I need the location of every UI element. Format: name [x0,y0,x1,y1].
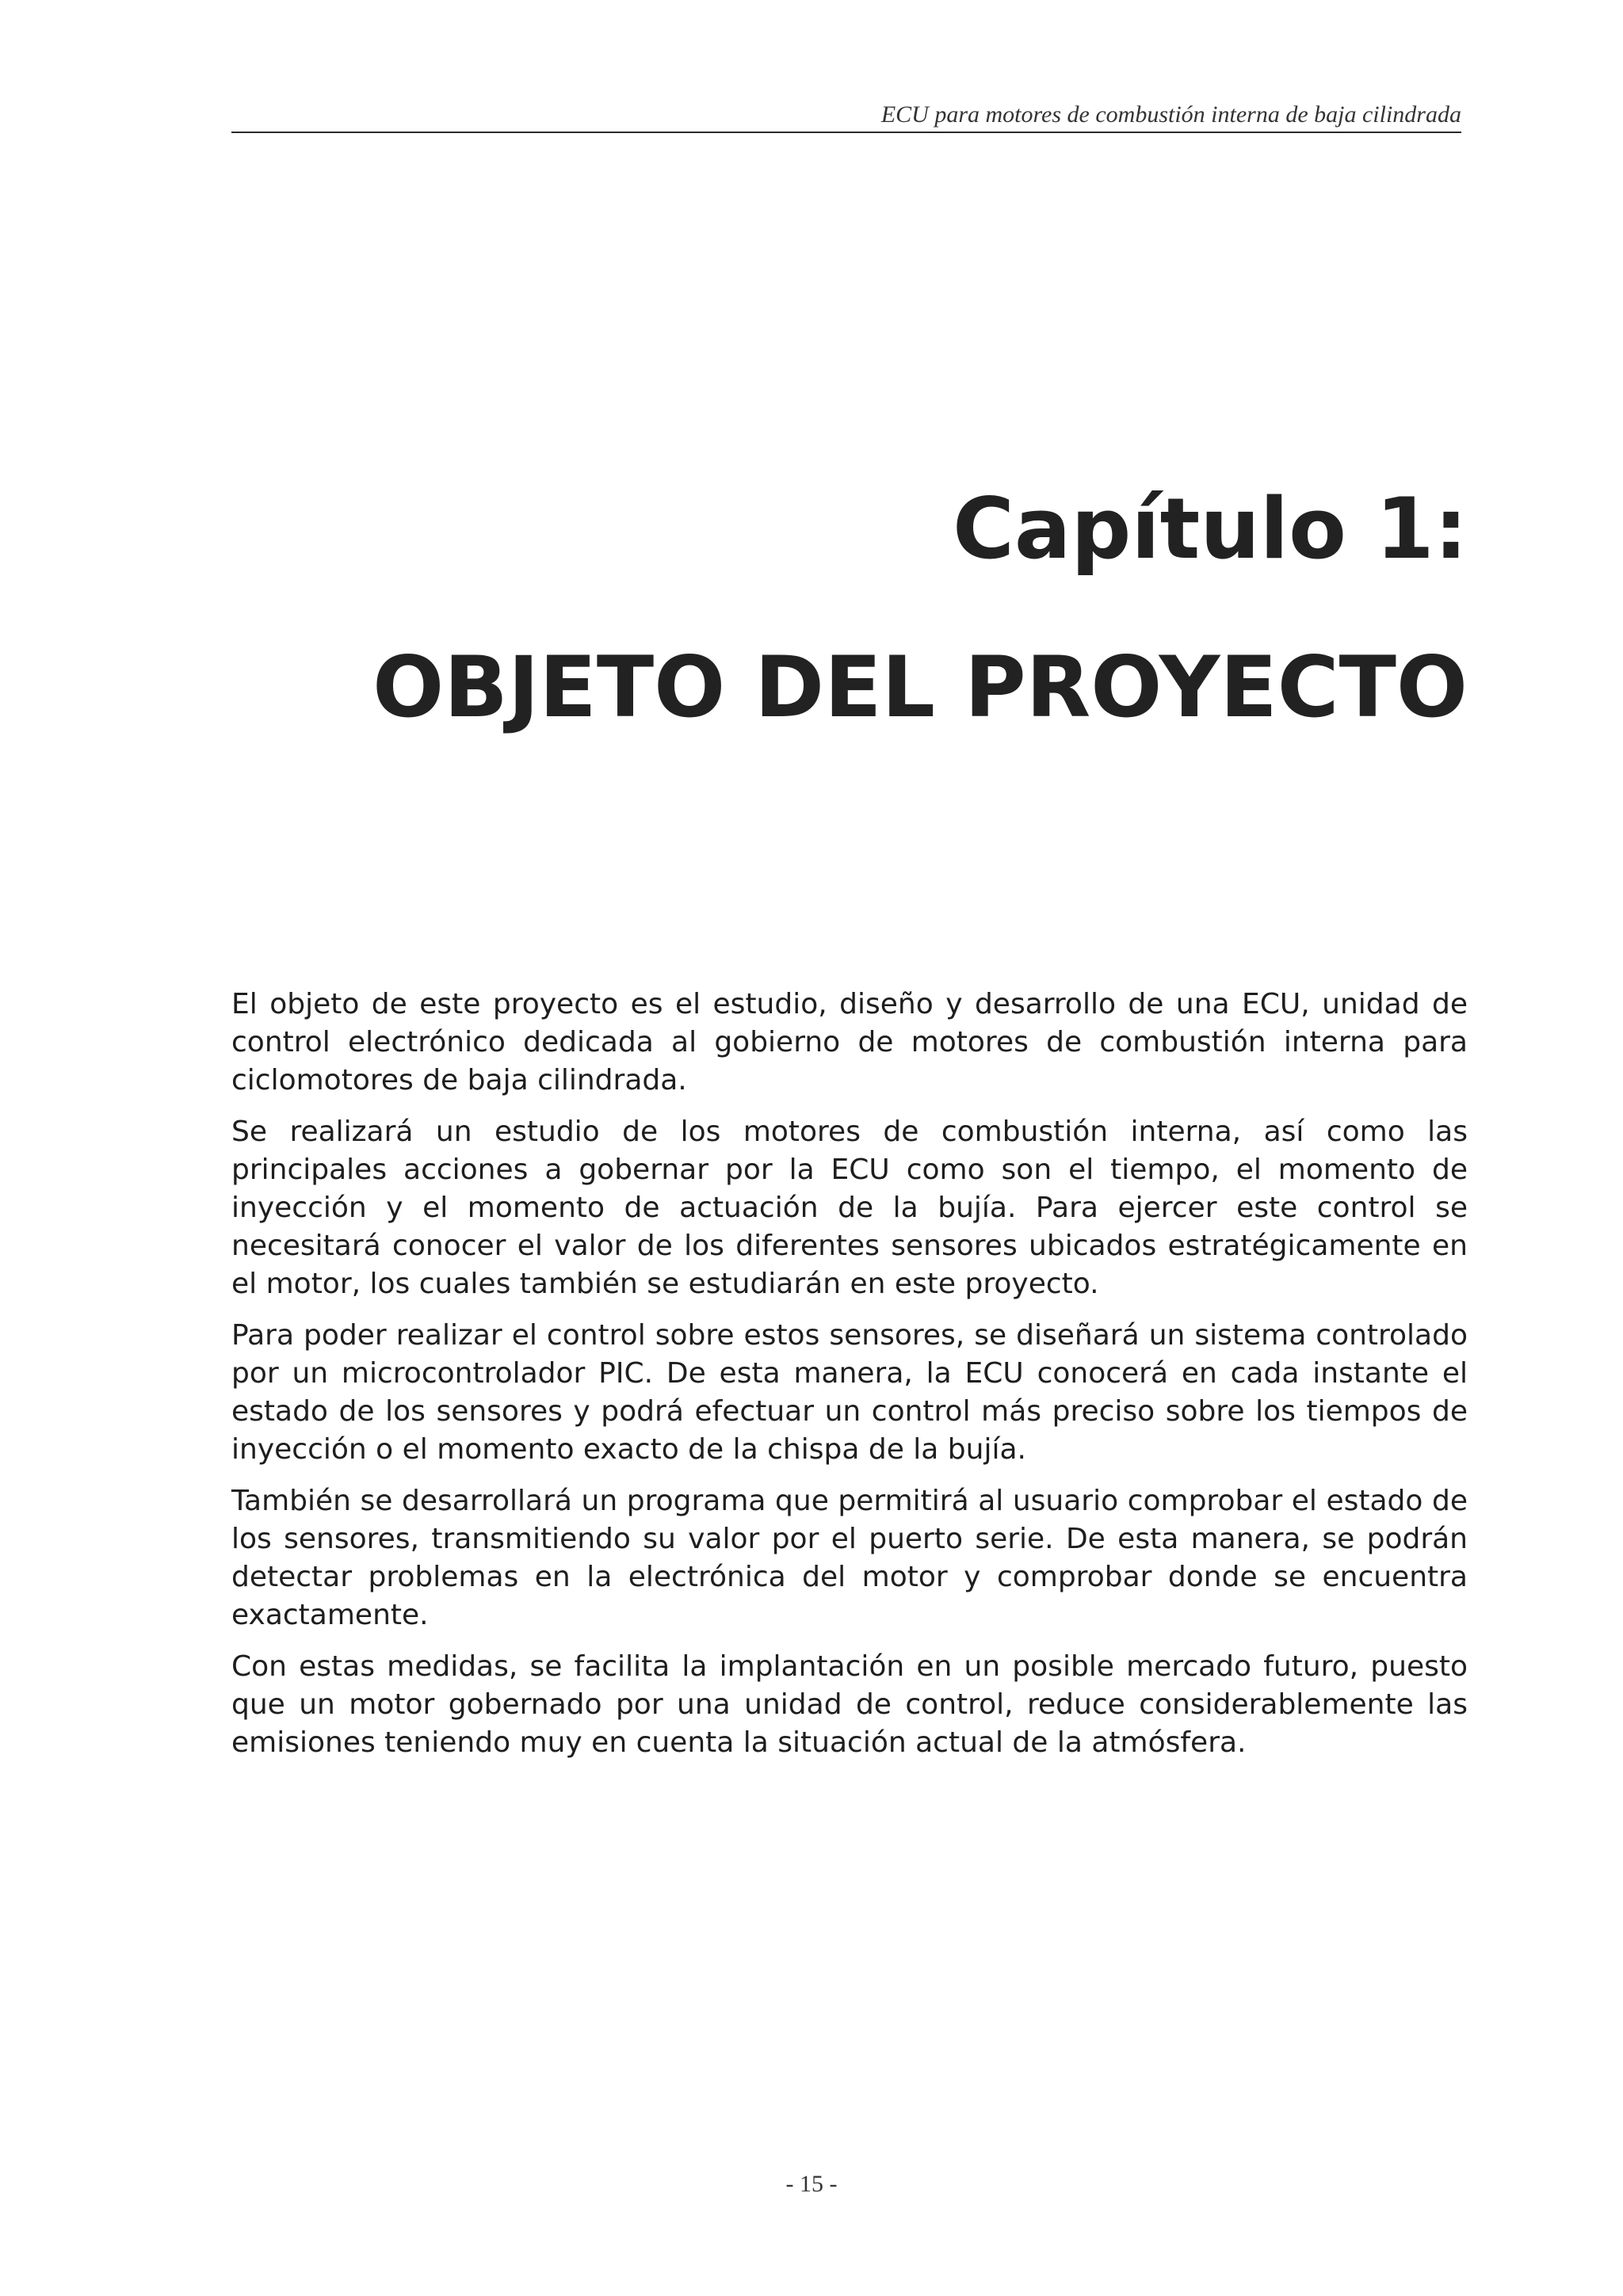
paragraph: Con estas medidas, se facilita la implantación en un posible mercado futuro, puesto que un motor gobernado por una unidad de control, reduce considerablemente las emisiones teniendo muy en cuenta la situación actual de la atmósfera. [231,1650,1468,1759]
paragraph: También se desarrollará un programa que permitirá al usuario comprobar el estado de los sensores, transmitiendo su valor por el puerto serie. De esta manera, se podrán detectar problemas en la electrónica del motor y comprobar donde se encuentra exactamente. [231,1485,1468,1631]
chapter-title: OBJETO DEL PROYECTO [372,639,1468,736]
chapter-number: Capítulo 1: [953,480,1468,578]
body-text [231,986,1468,1775]
paragraph: Para poder realizar el control sobre estos sensores, se diseñará un sistema controlado por un microcontrolador PIC. De esta manera, la ECU conocerá en cada instante el estado de los sensores y podrá efectuar un control más preciso sobre los tiempos de inyección o el momento exacto de la chispa de la bujía. [231,1319,1468,1466]
paragraph: Se realizará un estudio de los motores de combustión interna, así como las principales acciones a gobernar por la ECU como son el tiempo, el momento de inyección y el momento de actuación de la bujía. Para ejercer este control se necesitará conocer el valor de los diferentes sensores ubicados estratégicamente en el motor, los cuales también se estudiarán en este proyecto. [231,1116,1468,1300]
page-number: - 15 - [785,2171,838,2197]
running-header [231,101,1461,133]
running-header-title: ECU para motores de combustión interna de baja cilindrada [880,101,1461,128]
paragraph: El objeto de este proyecto es el estudio, diseño y desarrollo de una ECU, unidad de control electrónico dedicada al gobierno de motores de combustión interna para ciclomotores de baja cilindrada. [231,988,1468,1097]
